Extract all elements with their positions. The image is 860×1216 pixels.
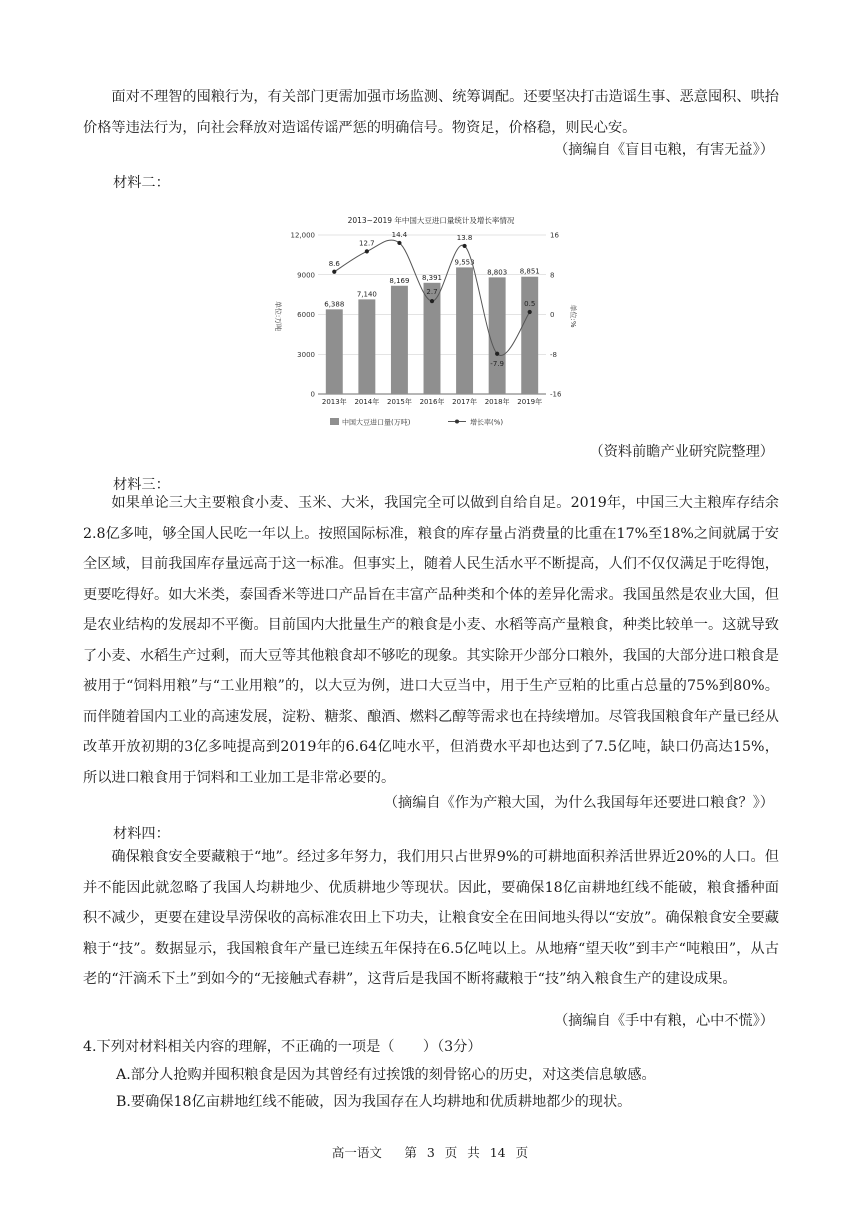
x-tick-label: 2014年 [354,398,380,406]
y-tick-label: 0 [310,390,315,399]
y2-tick-label: -16 [550,390,562,399]
bar [489,277,506,394]
question-4-stem: 4.下列对材料相关内容的理解，不正确的一项是（ ）（3分） [83,1039,482,1055]
x-tick-label: 2019年 [517,398,543,406]
x-tick-label: 2016年 [419,398,445,406]
chart-legend [330,418,503,427]
material-three-heading: 材料三： [113,477,170,493]
source-note-3: （摘编自《作为产粮大国，为什么我国每年还要进口粮食？》） [383,795,774,811]
y2-tick-label: 16 [550,231,559,240]
growth-rate-point [397,241,401,245]
x-tick-label: 2017年 [452,398,477,406]
bar-value-label: 8,851 [519,267,540,276]
y-tick-label: 9000 [297,271,315,280]
growth-rate-label: 13.8 [456,233,473,242]
growth-rate-point [495,352,499,356]
legend-line-marker [455,420,459,424]
y2-tick-label: 8 [550,271,555,280]
bar [521,277,538,394]
bar [391,286,408,394]
source-note-1: （摘编自《盲目屯粮，有害无益》） [554,142,774,158]
paragraph-material-four: 确保粮食安全要藏粮于“地”。经过多年努力，我们用只占世界9%的可耕地面积养活世界近20%的人口。但并不能因此就忽略了我国人均耕地少、优质耕地少等现状。因此，要确保18亿亩耕地红线不能破，粮食播种面积不减少，更要在建设旱涝保收的高标准农田上下功夫，让粮食安全在田间地头得以“安放”。确保粮食安全要藏粮于“技”。数据显示，我国粮食年产量已连续五年保持在6.5亿吨以上。从地瘠“望天收”到丰产“吨粮田”，从古老的“汗滴禾下土”到如今的“无接触式春耕”，这背后是我国不断将藏粮于“技”纳入粮食生产的建设成果。 [83,849,779,987]
source-note-2: （资料前瞻产业研究院整理） [589,444,774,460]
material-two-heading: 材料二： [113,175,170,191]
page-footer: 高一语文 第 3 页 共 14 页 [331,1145,529,1160]
y-axis-label: 单位:万吨 [274,300,282,332]
legend-bar-label: 中国大豆进口量(万吨) [342,418,411,427]
x-tick-label: 2015年 [387,398,412,406]
y-tick-label: 3000 [297,350,315,359]
growth-rate-label: 8.6 [328,259,340,268]
material-four-heading: 材料四： [113,826,170,842]
growth-rate-point [365,249,369,253]
bar-value-label: 9,553 [454,258,475,267]
bar-value-label: 8,169 [389,276,410,285]
bar-value-label: 6,388 [324,300,345,309]
x-tick-label: 2013年 [321,398,347,406]
question-4-option-b: B.要确保18亿亩耕地红线不能破，因为我国存在人均耕地和优质耕地都少的现状。 [116,1094,632,1110]
growth-rate-point [462,244,466,248]
growth-rate-label: -7.9 [490,359,504,368]
growth-rate-point [332,270,336,274]
bar-value-label: 8,391 [421,273,443,282]
growth-rate-point [430,299,434,303]
y2-tick-label: 0 [550,311,555,319]
bar [456,267,473,394]
soybean-import-chart [266,208,596,436]
y2-axis-label: 单位:% [569,304,577,328]
legend-line-label: 增长率(%) [470,418,504,427]
bar [326,309,343,394]
legend-bar-swatch [330,418,339,425]
bar [358,299,375,394]
bar-value-label: 7,140 [356,290,377,299]
growth-rate-label: 0.5 [524,300,536,309]
growth-rate-point [528,310,532,314]
x-tick-label: 2018年 [484,398,510,406]
source-note-4: （摘编自《手中有粮，心中不慌》） [554,1013,774,1029]
growth-rate-label: 14.4 [391,230,408,239]
paragraph-material-one-end: 面对不理智的囤粮行为，有关部门更需加强市场监测、统筹调配。还要坚决打击造谣生事、恶意囤积、哄抬价格等违法行为，向社会释放对造谣传谣严惩的明确信号。物资足，价格稳，则民心安。 [83,89,779,136]
y2-tick-label: -8 [550,350,557,359]
paragraph-material-three: 如果单论三大主要粮食小麦、玉米、大米，我国完全可以做到自给自足。2019年，中国三大主粮库存结余2.8亿多吨，够全国人民吃一年以上。按照国际标准，粮食的库存量占消费量的比重在17%至18%之间就属于安全区域，目前我国库存量远高于这一标准。但事实上，随着人民生活水平不断提高，人们不仅仅满足于吃得饱，更要吃得好。如大米类，泰国香米等进口产品旨在丰富产品种类和个体的差异化需求。我国虽然是农业大国，但是农业结构的发展却不平衡。目前国内大批量生产的粮食是小麦、水稻等高产量粮食，种类比较单一。这就导致了小麦、水稻生产过剩，而大豆等其他粮食却不够吃的现象。其实除开少部分口粮外，我国的大部分进口粮食是被用于“饲料用粮”与“工业用粮”的，以大豆为例，进口大豆当中，用于生产豆粕的比重占总量的75%到80%。而伴随着国内工业的高速发展，淀粉、糖浆、酿酒、燃料乙醇等需求也在持续增加。尽管我国粮食年产量已经从改革开放初期的3亿多吨提高到2019年的6.64亿吨水平，但消费水平却也达到了7.5亿吨，缺口仍高达15%，所以进口粮食用于饲料和工业加工是非常必要的。 [83,495,779,786]
chart-title: 2013~2019 年中国大豆进口量统计及增长率情况 [347,216,515,225]
growth-rate-label: 12.7 [359,239,375,248]
growth-rate-label: 2.7 [426,288,438,297]
y-tick-label: 12,000 [290,231,315,240]
question-4-option-a: A.部分人抢购并囤积粮食是因为其曾经有过挨饿的刻骨铭心的历史，对这类信息敏感。 [116,1067,656,1083]
bar-value-label: 8,803 [487,268,508,277]
y-tick-label: 6000 [297,311,315,319]
